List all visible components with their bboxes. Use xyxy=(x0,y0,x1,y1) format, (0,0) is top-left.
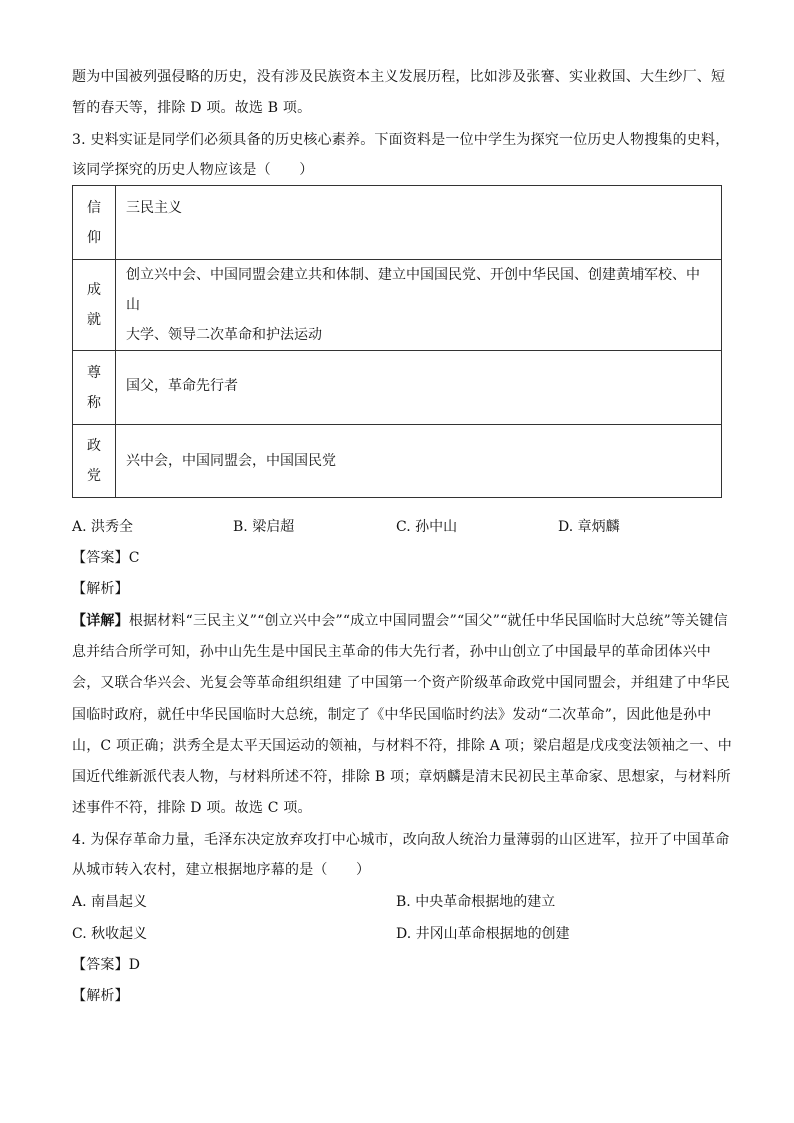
q3-option-d: D. 章炳麟 xyxy=(558,519,620,535)
q3-detail-line-3: 会，又联合华兴会、光复会等革命组织组建 了中国第一个资产阶级革命政党中国同盟会，并组建了中华民 xyxy=(72,675,730,691)
q4-option-b: B. 中央革命根据地的建立 xyxy=(396,894,556,910)
row-content: 国父，革命先行者 xyxy=(116,351,722,425)
table-row xyxy=(73,351,722,425)
q4-stem-line-2: 从城市转入农村，建立根据地序幕的是（ ） xyxy=(72,862,371,878)
intro-line-1: 题为中国被列强侵略的历史，没有涉及民族资本主义发展历程，比如涉及张謇、实业救国、大生纱厂、短 xyxy=(72,69,726,85)
q4-answer: 【答案】D xyxy=(72,957,141,973)
q4-option-a: A. 南昌起义 xyxy=(72,894,148,910)
q3-detail-line-1: 【详解】根据材料“三民主义”“创立兴中会”“成立中国同盟会”“国父”“就任中华民国临时大总统”等关键信 xyxy=(72,613,728,629)
evidence-table xyxy=(72,185,722,498)
q3-analysis-title: 【解析】 xyxy=(72,581,129,597)
table-row xyxy=(73,186,722,260)
q3-detail-line-4: 国临时政府，就任中华民国临时大总统，制定了《中华民国临时约法》发动“二次革命”，因此他是孙中 xyxy=(72,707,712,723)
row-label: 政 党 xyxy=(73,425,116,498)
q3-option-a: A. 洪秀全 xyxy=(72,519,134,535)
q4-option-d: D. 井冈山革命根据地的创建 xyxy=(396,926,570,942)
row-label: 成 就 xyxy=(73,260,116,351)
intro-line-2: 暂的春天等，排除 D 项。故选 B 项。 xyxy=(72,100,312,116)
q3-detail-line-5: 山，C 项正确；洪秀全是太平天国运动的领袖，与材料不符，排除 A 项；梁启超是戊戌变法领袖之一、中 xyxy=(72,738,732,754)
q3-option-b: B. 梁启超 xyxy=(233,519,295,535)
table-row xyxy=(73,260,722,351)
q3-detail-line-7: 述事件不符，排除 D 项。故选 C 项。 xyxy=(72,800,312,816)
q4-option-c: C. 秋收起义 xyxy=(72,926,148,942)
row-content: 三民主义 xyxy=(116,186,722,260)
q4-stem-line-1: 4. 为保存革命力量，毛泽东决定放弃攻打中心城市，改向敌人统治力量薄弱的山区进军，拉开了中国革命 xyxy=(72,832,730,848)
row-content: 创立兴中会、中国同盟会建立共和体制、建立中国国民党、开创中华民国、创建黄埔军校、中山 大学、领导二次革命和护法运动 xyxy=(116,260,722,351)
q3-answer: 【答案】C xyxy=(72,550,140,566)
q3-detail-line-6: 国近代维新派代表人物，与材料所述不符，排除 B 项；章炳麟是清末民初民主革命家、思想家，与材料所 xyxy=(72,769,731,785)
q3-option-c: C. 孙中山 xyxy=(396,519,458,535)
q4-analysis-title: 【解析】 xyxy=(72,988,129,1004)
row-label: 信 仰 xyxy=(73,186,116,260)
q3-stem-line-1: 3. 史料实证是同学们必须具备的历史核心素养。下面资料是一位中学生为探究一位历史人物搜集的史料， xyxy=(72,132,730,148)
detail-prefix: 【详解】 xyxy=(72,613,129,629)
q3-detail-line-2: 息并结合所学可知，孙中山先生是中国民主革命的伟大先行者，孙中山创立了中国最早的革命团体兴中 xyxy=(72,644,711,660)
row-content: 兴中会，中国同盟会，中国国民党 xyxy=(116,425,722,498)
table-row xyxy=(73,425,722,498)
q3-stem-line-2: 该同学探究的历史人物应该是（ ） xyxy=(72,162,314,178)
row-label: 尊 称 xyxy=(73,351,116,425)
